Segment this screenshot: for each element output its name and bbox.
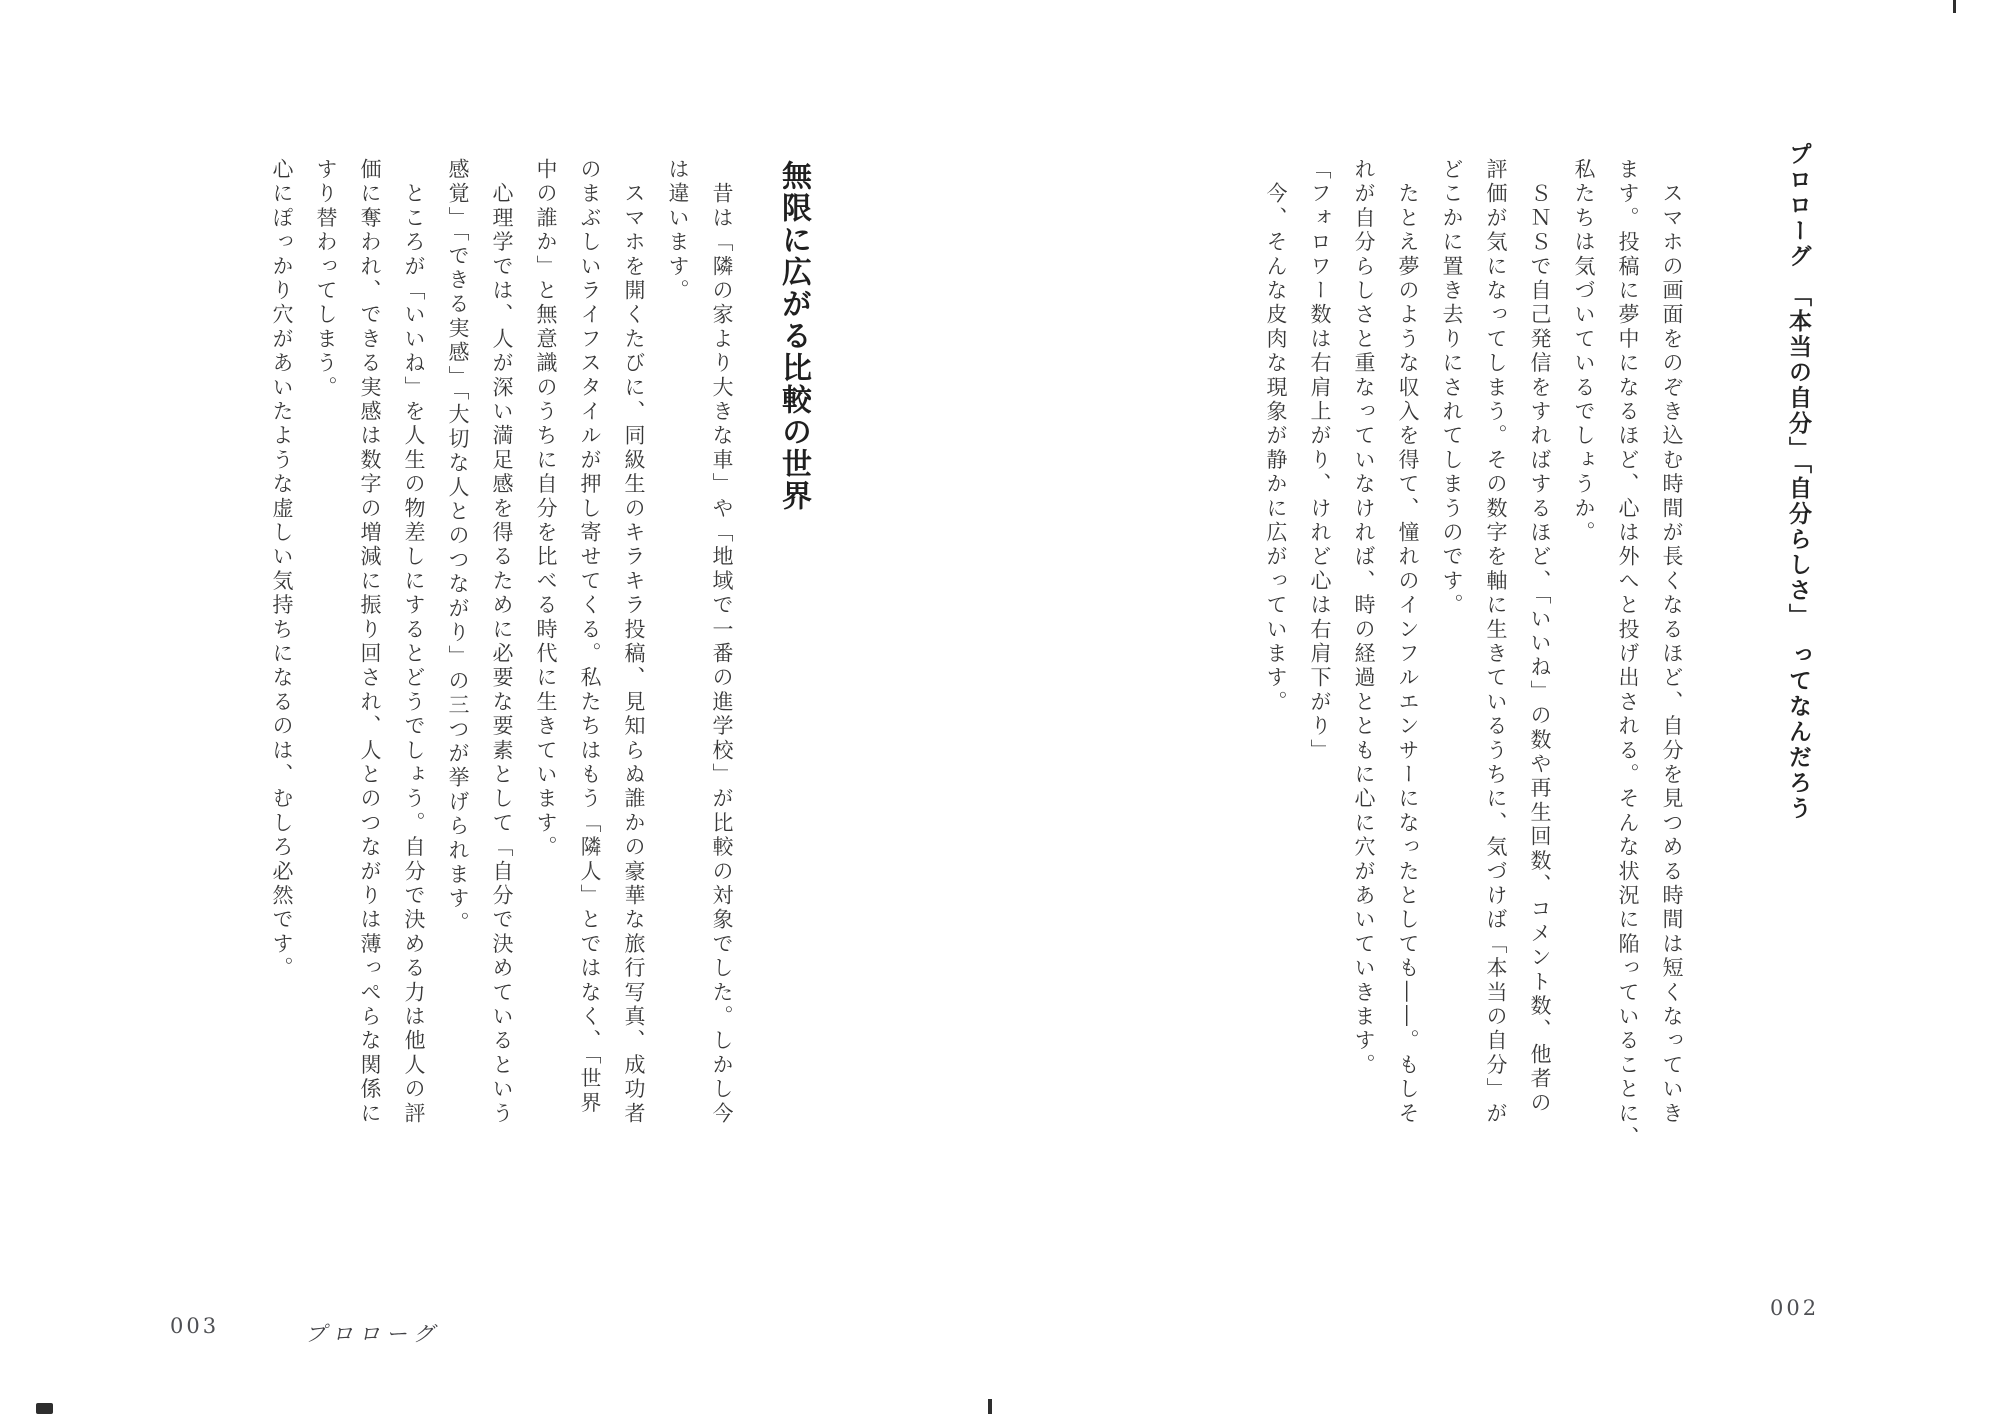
text-column: スマホを開くたびに、同級生のキラキラ投稿、見知らぬ誰かの豪華な旅行写真、成功者	[622, 158, 646, 1126]
text-column: 価に奪われ、できる実感は数字の増減に振り回され、人とのつながりは薄っぺらな関係に	[358, 158, 382, 1126]
text-column: 心理学では、人が深い満足感を得るために必要な要素として「自分で決めているという	[490, 158, 514, 1126]
text-column: スマホの画面をのぞき込む時間が長くなるほど、自分を見つめる時間は短くなっていき	[1660, 158, 1684, 1126]
trim-mark-bottom-center	[988, 1399, 992, 1414]
text-column: 中の誰か」と無意識のうちに自分を比べる時代に生きています。	[534, 158, 558, 860]
trim-mark-bottom-left	[36, 1403, 53, 1414]
text-column: 評価が気になってしまう。その数字を軸に生きているうちに、気づけば「本当の自分」が	[1484, 158, 1508, 1126]
right-page-body	[1254, 158, 1694, 1193]
text-column: 昔は「隣の家より大きな車」や「地域で一番の進学校」が比較の対象でした。しかし今	[710, 158, 734, 1126]
text-column: は違います。	[666, 158, 690, 304]
prologue-title: プロローグ 「本当の自分」「自分らしさ」 ってなんだろう	[1785, 142, 1812, 822]
text-column: 「フォロワー数は右肩上がり、けれど心は右肩下がり」	[1308, 158, 1332, 763]
section-heading: 無限に広がる比較の世界	[776, 160, 811, 512]
text-column: ＳＮＳで自己発信をすればするほど、「いいね」の数や再生回数、コメント数、他者の	[1528, 158, 1552, 1116]
running-head-prologue: プロローグ	[305, 1322, 440, 1346]
text-column: たとえ夢のような収入を得て、憧れのインフルエンサーになったとしても――。もしそ	[1396, 158, 1420, 1126]
text-column: れが自分らしさと重なっていなければ、時の経過とともに心に穴があいていきます。	[1352, 158, 1376, 1078]
text-column: ところが「いいね」を人生の物差しにするとどうでしょう。自分で決める力は他人の評	[402, 158, 426, 1126]
text-column: 感覚」「できる実感」「大切な人とのつながり」の三つが挙げられます。	[446, 158, 470, 936]
text-column: 私たちは気づいているでしょうか。	[1572, 158, 1596, 546]
text-column: 心にぽっかり穴があいたような虚しい気持ちになるのは、むしろ必然です。	[270, 158, 294, 981]
page-number-left: 003	[170, 1314, 220, 1338]
text-column: どこかに置き去りにされてしまうのです。	[1440, 158, 1464, 618]
left-page-body	[260, 158, 744, 1193]
page-number-right: 002	[1770, 1296, 1820, 1320]
text-column: ます。投稿に夢中になるほど、心は外へと投げ出される。そんな状況に陥っていることに、	[1616, 158, 1640, 1151]
text-column: のまぶしいライフスタイルが押し寄せてくる。私たちはもう「隣人」とではなく、「世界	[578, 158, 602, 1116]
trim-mark-top-right	[1953, 0, 1956, 13]
text-column: 今、そんな皮肉な現象が静かに広がっています。	[1264, 158, 1288, 715]
text-column: すり替わってしまう。	[314, 158, 338, 400]
